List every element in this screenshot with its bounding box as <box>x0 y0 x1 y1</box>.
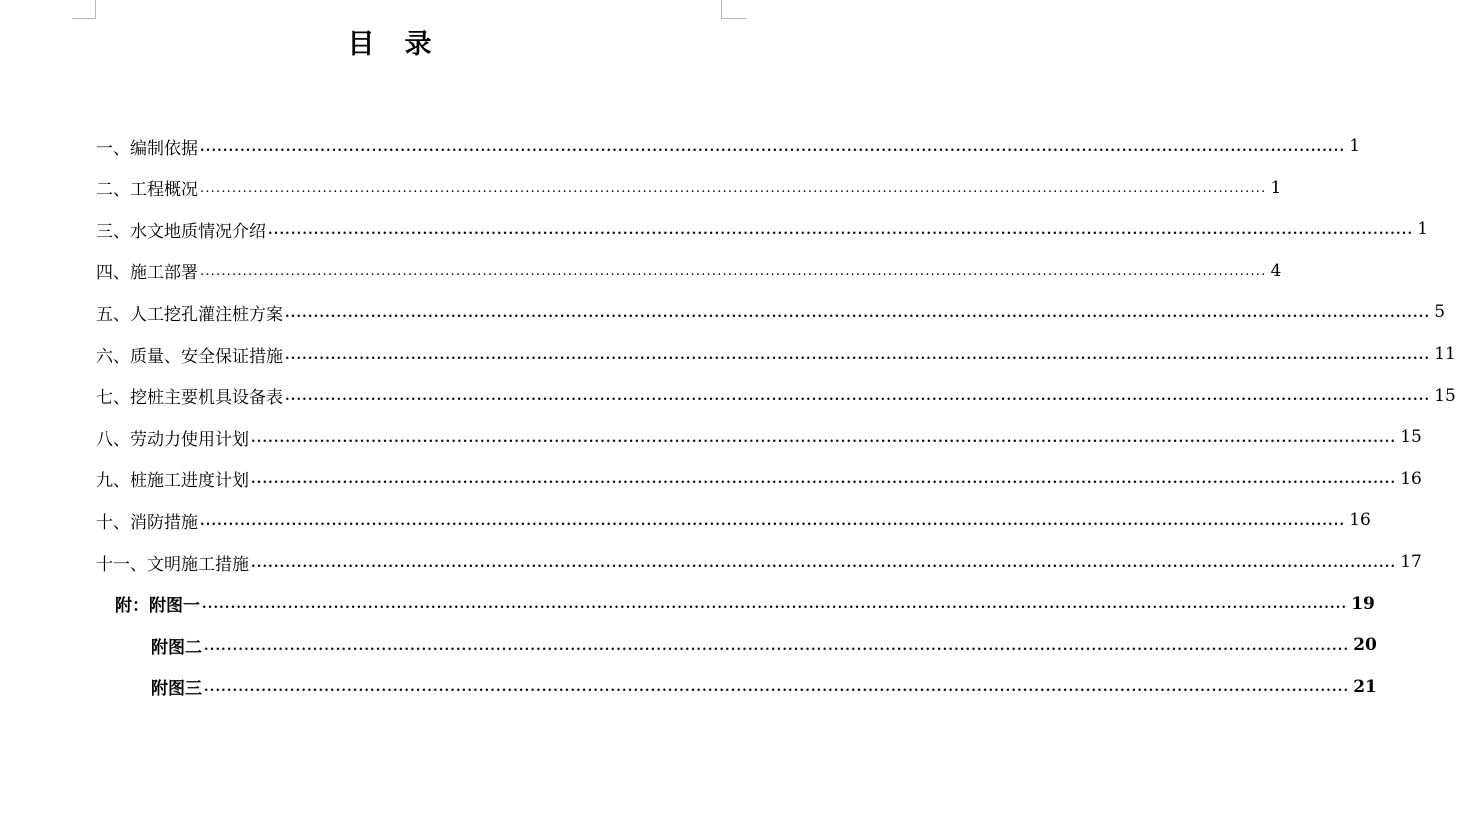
toc-entry[interactable] <box>96 126 1361 166</box>
toc-entry-page: 1 <box>1349 136 1361 156</box>
toc-entry[interactable] <box>96 459 1422 499</box>
toc-entry[interactable] <box>151 667 1377 707</box>
toc-entry[interactable] <box>96 334 1456 374</box>
toc-entry[interactable] <box>96 168 1282 208</box>
toc-entry-page: 15 <box>1434 385 1456 406</box>
page-corner-mark-right <box>721 0 746 19</box>
toc-entry-label: 十、消防措施 <box>96 512 198 533</box>
toc-entry-label: 五、人工挖孔灌注桩方案 <box>96 304 283 325</box>
toc-entry-page: 15 <box>1400 427 1422 448</box>
toc-leader-dots: ........................................................................................................................................................................................................ <box>200 264 1267 280</box>
toc-leader-dots: ........................................................................................................................................................................................................ <box>251 555 1397 571</box>
toc-entry-page: 11 <box>1434 344 1456 364</box>
toc-entry[interactable] <box>115 584 1375 624</box>
toc-entry-label: 七、挖桩主要机具设备表 <box>96 388 283 409</box>
toc-entry-page: 20 <box>1353 635 1377 656</box>
toc-title-char-1: 目 <box>347 29 375 60</box>
toc-title <box>0 22 779 61</box>
toc-entry-label: 附图二 <box>151 637 202 658</box>
toc-entry-page: 17 <box>1400 552 1422 572</box>
toc-entry-page: 16 <box>1400 468 1422 489</box>
toc-leader-dots: ........................................................................................................................................................................................................ <box>204 680 1350 696</box>
toc-entry-page: 19 <box>1351 593 1375 614</box>
toc-entry-label: 一、编制依据 <box>96 138 198 159</box>
toc-entry[interactable] <box>96 292 1446 332</box>
toc-leader-dots: ........................................................................................................................................................................................................ <box>285 347 1431 363</box>
toc-leader-dots: ........................................................................................................................................................................................................ <box>200 139 1346 155</box>
toc-leader-dots: ........................................................................................................................................................................................................ <box>285 305 1431 321</box>
toc-entry-page: 1 <box>1270 177 1282 198</box>
toc-leader-dots: ........................................................................................................................................................................................................ <box>200 181 1267 197</box>
toc-entry[interactable] <box>96 251 1282 291</box>
toc-entry-label: 十一、文明施工措施 <box>96 554 249 575</box>
page-corner-mark-left <box>72 0 96 19</box>
toc-leader-dots: ........................................................................................................................................................................................................ <box>285 389 1431 405</box>
toc-leader-dots: ........................................................................................................................................................................................................ <box>202 597 1348 613</box>
toc-entry-label: 四、施工部署 <box>96 263 198 284</box>
toc-entry-page: 21 <box>1353 676 1377 697</box>
toc-entry-label: 附：附图一 <box>115 596 200 617</box>
toc-entry-label: 九、桩施工进度计划 <box>96 471 249 492</box>
toc-leader-dots: ........................................................................................................................................................................................................ <box>204 638 1350 654</box>
toc-entry[interactable] <box>96 417 1422 457</box>
toc-title-char-2: 录 <box>404 29 432 60</box>
toc-leader-dots: ........................................................................................................................................................................................................ <box>251 472 1397 488</box>
toc-entry[interactable] <box>96 542 1422 582</box>
toc-entry-page: 5 <box>1434 302 1446 323</box>
toc-entry-label: 六、质量、安全保证措施 <box>96 346 283 367</box>
toc-entry-page: 16 <box>1349 510 1371 531</box>
toc-entry-page: 4 <box>1270 260 1282 281</box>
toc-entry[interactable] <box>96 209 1429 249</box>
toc-entry[interactable] <box>96 376 1456 416</box>
toc-entry-label: 八、劳动力使用计划 <box>96 429 249 450</box>
toc-entry[interactable] <box>151 625 1377 665</box>
toc-entry-label: 附图三 <box>151 679 202 700</box>
toc-leader-dots: ........................................................................................................................................................................................................ <box>268 222 1414 238</box>
toc-leader-dots: ........................................................................................................................................................................................................ <box>251 430 1397 446</box>
toc-leader-dots: ........................................................................................................................................................................................................ <box>200 513 1346 529</box>
toc-entry-label: 二、工程概况 <box>96 180 198 201</box>
toc-entry-label: 三、水文地质情况介绍 <box>96 221 266 242</box>
toc-entry-page: 1 <box>1417 219 1429 240</box>
toc-entry[interactable] <box>96 500 1371 540</box>
